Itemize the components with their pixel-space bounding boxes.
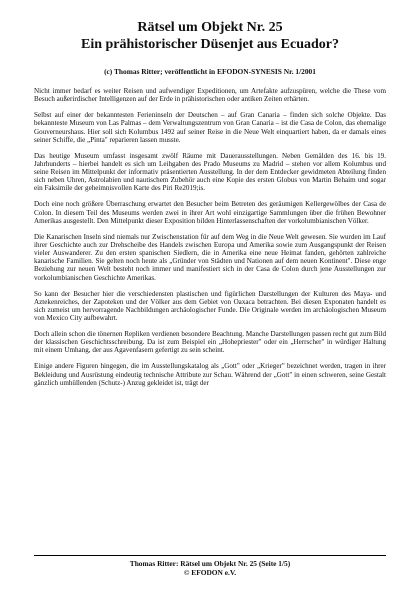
- paragraph: Selbst auf einer der bekanntesten Ferieninseln der Deutschen – auf Gran Canaria – finden sich solche Objekte. Das bekannteste Museum von Las Palmas – dem Verwaltungszentrum von Gran Canaria – ist die Casa de Colon, das ehemalige Gouverneurshaus. Hier soll sich Kolumbus 1492 auf seiner Reise in die Neue Welt einquartiert haben, da er damals eines seiner Schiffe, die „Pinta" reparieren lassen musste.: [34, 111, 386, 144]
- paragraph: Einige andere Figuren hingegen, die im Ausstellungskatalog als „Gott" oder „Krieger" bezeichnet werden, tragen in ihrer Bekleidung und Ausrüstung eindeutig technische Attribute zur Schau. Während der „Gott" in einen schweren, seine Gestalt gänzlich umhüllenden (Schutz-) Anzug gekleidet ist, trägt der: [34, 362, 386, 387]
- document-title: Rätsel um Objekt Nr. 25: [137, 20, 283, 35]
- paragraph: Das heutige Museum umfasst insgesamt zwölf Räume mit Dauerausstellungen. Neben Gemälden des 16. bis 19. Jahrhunderts – hierbei handelt es sich um Leihgaben des Prado Museums zu Madrid – stehen vor allem Kolumbus und seine Reisen im Mittelpunkt der informativ präsentierten Ausstellung. In der dem Entdecker gewidmeten Abteilung finden sich neben Uhren, Astrolabien und nautischem Zubehör auch eine Kopie des ersten Globus von Martin Behaim und sogar ein Faksimile der geheimnisvollen Karte des Piri Re2019;is.: [34, 151, 386, 193]
- paragraph: Doch eine noch größere Überraschung erwartet den Besucher beim Betreten des geräumigen Kellergewölbes der Casa de Colon. In diesem Teil des Museums werden zwei in ihrer Art wohl einzigartige Sammlungen über die frühen Bewohner Amerikas ausgestellt. Den Mittelpunkt dieser Exposition bilden Hinterlassenschaften der vorkolumbianischen Völker.: [34, 200, 386, 225]
- paragraph: Doch allein schon die tönernen Repliken verdienen besondere Beachtung. Manche Darstellungen passen recht gut zum Bild der klassischen Geschichtsschreibung. Da ist zum Beispiel ein „Hohepriester" oder ein „Herrscher" in würdiger Haltung mit einem Umhang, der aus Agavenfasern gefertigt zu sein scheint.: [34, 330, 386, 355]
- footer-divider: [34, 555, 386, 556]
- footer-citation: Thomas Ritter: Rätsel um Objekt Nr. 25 (Seite 1/5): [129, 559, 291, 568]
- paragraph: Die Kanarischen Inseln sind niemals nur Zwischenstation für auf dem Weg in die Neue Welt gewesen. Sie wurden im Lauf ihrer Geschichte auch zur Drehscheibe des Handels zwischen Europa und Amerika sowie zum Ausgangspunkt der Reisen vieler Auswanderer. Zu den ersten spanischen Siedlern, die in Amerika eine neue Heimat fanden, gehörten zahlreiche kanarische Familien. Sie gelten noch heute als „Gründer von Städten und Nationen auf dem neuen Kontinent". Diese enge Beziehung zur neuen Welt besteht noch immer und manifestiert sich in der Casa de Colon durch jene Ausstellungen zur vorkolumbianischen Geschichte Amerikas.: [34, 232, 386, 282]
- page-footer: [0, 560, 420, 577]
- footer-copyright: © EFODON e.V.: [183, 567, 237, 577]
- paragraph: So kann der Besucher hier die verschiedensten plastischen und figürlichen Darstellungen der Kulturen des Maya- und Aztekenreiches, der Zapoteken und der Völker aus dem Gebiet von Oaxaca betrachten. Bei diesen Exponaten handelt es sich zumeist um hervorragende Nachbildungen archäologischer Funde. Die Originale werden im archäologischen Museum von Mexico City aufbewahrt.: [34, 289, 386, 323]
- document-subtitle: Ein prähistorischer Düsenjet aus Ecuador?: [81, 37, 339, 52]
- paragraph: Nicht immer bedarf es weiter Reisen und aufwendiger Expeditionen, um Artefakte aufzuspüren, welche die These vom Besuch außerirdischer Intelligenzen auf der Erde in prähistorischen oder antiken Zeiten erhärten.: [34, 87, 386, 104]
- author-credit: (c) Thomas Ritter; veröffentlicht in EFODON-SYNESIS Nr. 1/2001: [104, 67, 316, 76]
- article-body: [34, 87, 386, 395]
